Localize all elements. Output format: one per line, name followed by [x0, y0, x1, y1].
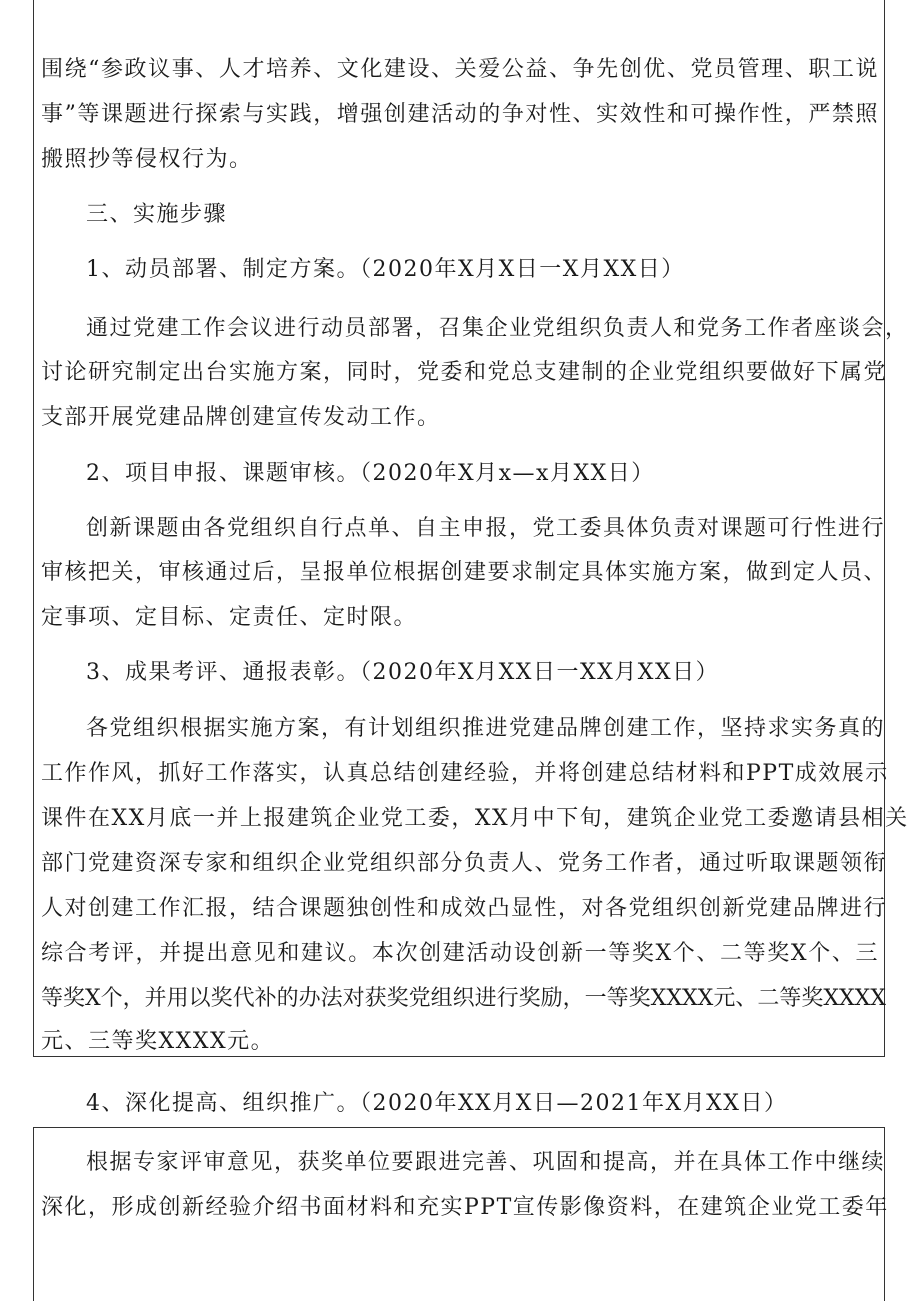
paragraph-line: 通过党建工作会议进行动员部署，召集企业党组织负责人和党务工作者座谈会，	[86, 316, 909, 341]
paragraph-line: 搬照抄等侵权行为。	[41, 147, 253, 172]
paragraph-line: 人对创建工作汇报，结合课题独创性和成效凸显性，对各党组织创新党建品牌进行	[41, 896, 888, 921]
paragraph-line: 围绕“参政议事、人才培养、文化建设、关爱公益、争先创优、党员管理、职工说	[41, 57, 879, 82]
step-title: 3、成果考评、通报表彰。（2020年X月XX日一XX月XX日）	[86, 660, 720, 685]
paragraph-line: 部门党建资深专家和组织企业党组织部分负责人、党务工作者，通过听取课题领衔	[41, 851, 888, 876]
paragraph-line: 深化，形成创新经验介绍书面材料和充实PPT宣传影像资料，在建筑企业党工委年	[41, 1195, 889, 1220]
paragraph-line: 定事项、定目标、定责任、定时限。	[41, 605, 418, 630]
paragraph-line: 综合考评，并提出意见和建议。本次创建活动设创新一等奖X个、二等奖X个、三	[41, 941, 879, 966]
paragraph-line: 工作作风，抓好工作落实，认真总结创建经验，并将创建总结材料和PPT成效展示	[41, 761, 889, 786]
step-title: 4、深化提高、组织推广。（2020年XX月X日—2021年X月XX日）	[86, 1091, 788, 1116]
paragraph-line: 讨论研究制定出台实施方案，同时，党委和党总支建制的企业党组织要做好下属党	[41, 360, 888, 385]
paragraph-line: 等奖X个，并用以奖代补的办法对获奖党组织进行奖励，一等奖XXXX元、二等奖XXXX	[41, 986, 886, 1011]
paragraph-line: 课件在XX月底一并上报建筑企业党工委，XX月中下旬，建筑企业党工委邀请县相关	[41, 806, 909, 831]
section-heading: 三、实施步骤	[86, 202, 228, 227]
step-title: 1、动员部署、制定方案。（2020年X月X日一X月XX日）	[86, 257, 685, 282]
paragraph-line: 事”等课题进行探索与实践，增强创建活动的争对性、实效性和可操作性，严禁照	[41, 102, 879, 127]
paragraph-line: 根据专家评审意见，获奖单位要跟进完善、巩固和提高，并在具体工作中继续	[86, 1150, 886, 1175]
step-title: 2、项目申报、课题审核。（2020年X月x—x月XX日）	[86, 461, 655, 486]
paragraph-line: 创新课题由各党组织自行点单、自主申报，党工委具体负责对课题可行性进行	[86, 516, 886, 541]
paragraph-line: 各党组织根据实施方案，有计划组织推进党建品牌创建工作，坚持求实务真的	[86, 716, 886, 741]
paragraph-line: 元、三等奖XXXX元。	[41, 1029, 275, 1054]
paragraph-line: 支部开展党建品牌创建宣传发动工作。	[41, 405, 441, 430]
paragraph-line: 审核把关，审核通过后，呈报单位根据创建要求制定具体实施方案，做到定人员、	[41, 560, 888, 585]
